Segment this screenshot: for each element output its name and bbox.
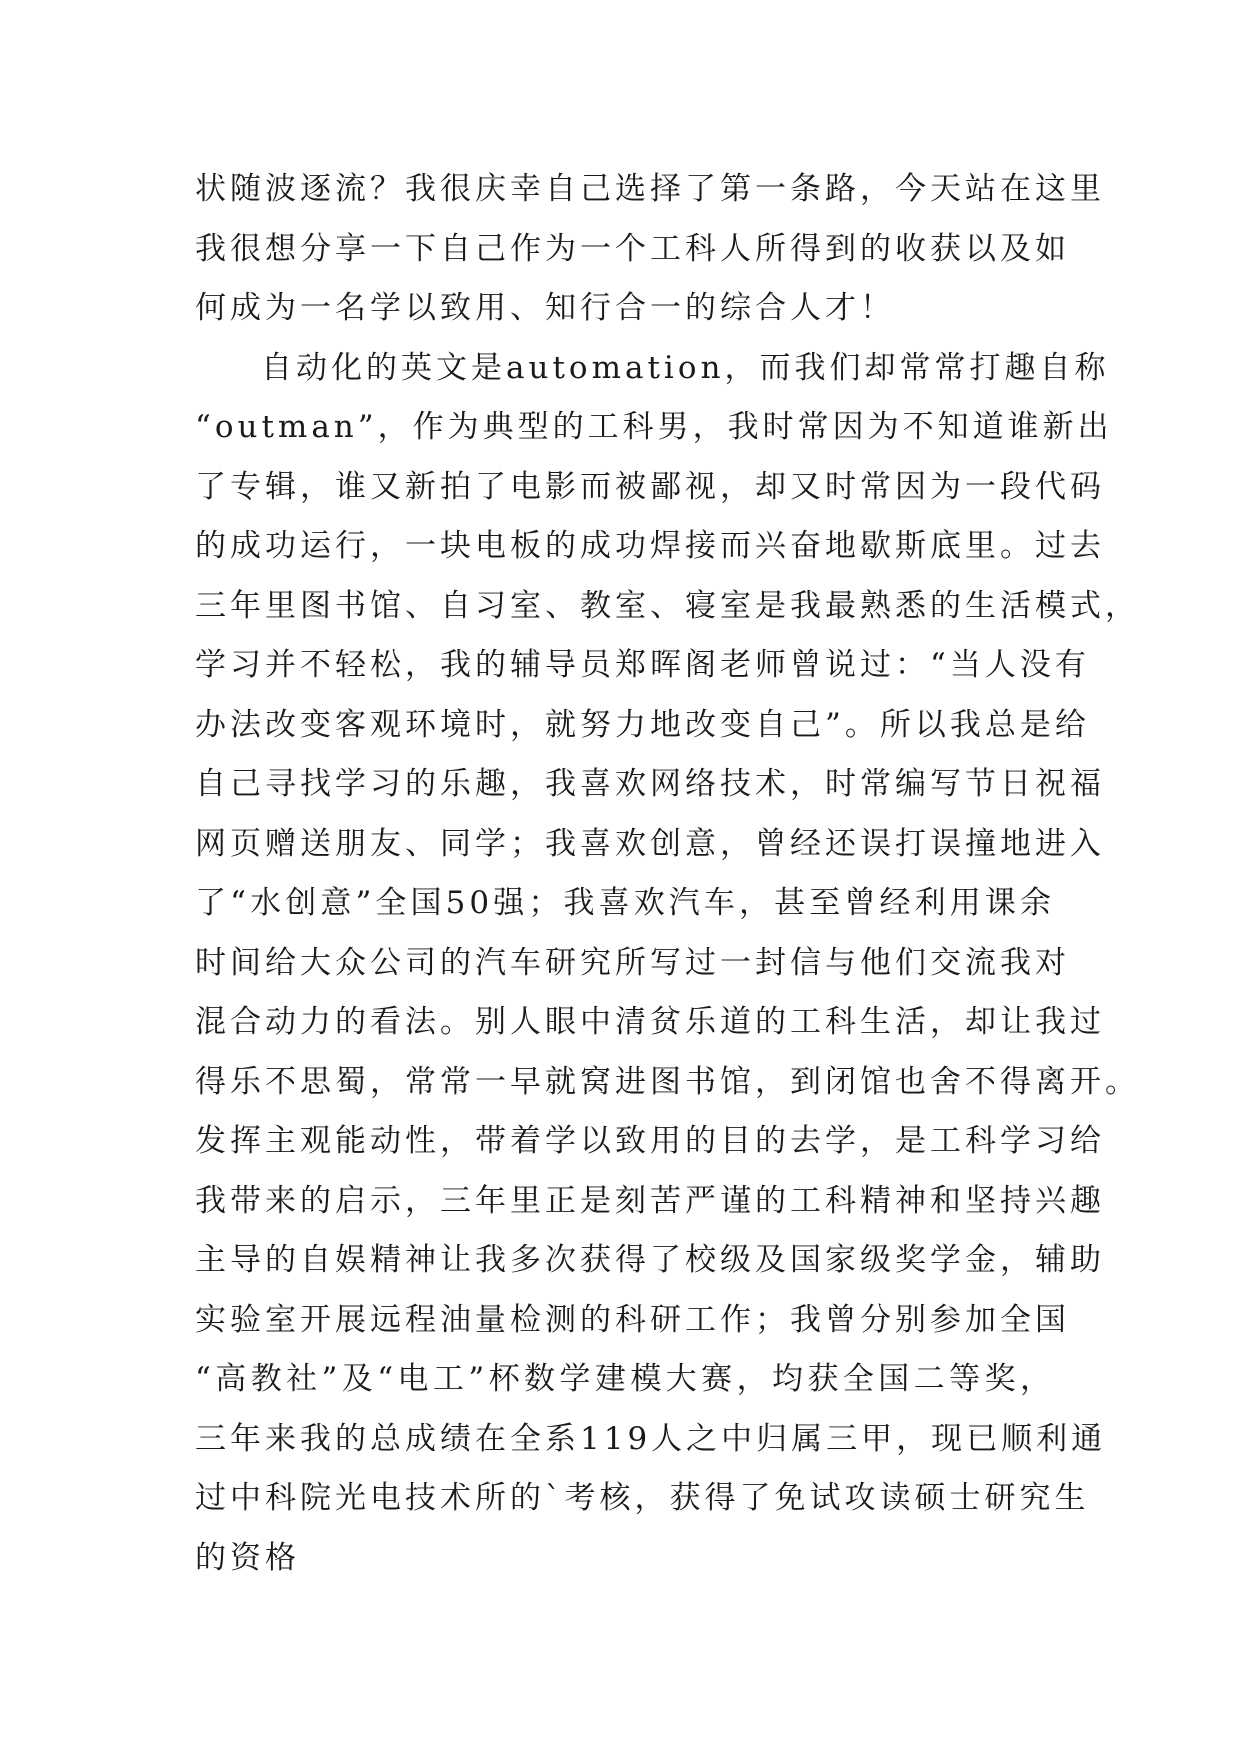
paragraph-start-line: 自动化的英文是automation，而我们却常常打趣自称 xyxy=(261,349,1110,386)
text-line: 三年来我的总成绩在全系119人之中归属三甲，现已顺利通 xyxy=(195,1420,1107,1457)
text-line: 三年里图书馆、自习室、教室、寝室是我最熟悉的生活模式， xyxy=(195,587,1140,624)
text-line: 了专辑，谁又新拍了电影而被鄙视，却又时常因为一段代码 xyxy=(195,468,1105,505)
text-line: “outman”，作为典型的工科男，我时常因为不知道谁新出 xyxy=(195,409,1113,445)
text-line: 时间给大众公司的汽车研究所写过一封信与他们交流我对 xyxy=(195,944,1070,981)
text-line: 状随波逐流？我很庆幸自己选择了第一条路，今天站在这里 xyxy=(195,171,1105,207)
text-line: “高教社”及“电工”杯数学建模大赛，均获全国二等奖， xyxy=(195,1361,1055,1397)
text-line: 发挥主观能动性，带着学以致用的目的去学，是工科学习给 xyxy=(195,1123,1105,1159)
text-line: 混合动力的看法。别人眼中清贫乐道的工科生活，却让我过 xyxy=(195,1004,1105,1040)
text-line: 了“水创意”全国50强；我喜欢汽车，甚至曾经利用课余 xyxy=(195,885,1055,921)
text-line: 得乐不思蜀，常常一早就窝进图书馆，到闭馆也舍不得离开。 xyxy=(195,1063,1140,1100)
text-line: 自己寻找学习的乐趣，我喜欢网络技术，时常编写节日祝福 xyxy=(195,766,1105,802)
text-line: 我很想分享一下自己作为一个工科人所得到的收获以及如 xyxy=(195,230,1070,267)
text-line: 何成为一名学以致用、知行合一的综合人才！ xyxy=(195,290,895,326)
text-line: 的资格 xyxy=(195,1539,300,1576)
text-line: 实验室开展远程油量检测的科研工作；我曾分别参加全国 xyxy=(195,1301,1070,1338)
body-text xyxy=(195,160,1140,1588)
text-line: 网页赠送朋友、同学；我喜欢创意，曾经还误打误撞地进入 xyxy=(195,825,1105,862)
text-line: 我带来的启示，三年里正是刻苦严谨的工科精神和坚持兴趣 xyxy=(195,1182,1105,1219)
text-line: 办法改变客观环境时，就努力地改变自己”。所以我总是给 xyxy=(195,706,1090,743)
text-line: 学习并不轻松，我的辅导员郑晖阁老师曾说过：“当人没有 xyxy=(195,647,1090,683)
text-line: 的成功运行，一块电板的成功焊接而兴奋地歇斯底里。过去 xyxy=(195,528,1105,564)
text-line: 主导的自娱精神让我多次获得了校级及国家级奖学金，辅助 xyxy=(195,1242,1105,1278)
text-line: 过中科院光电技术所的`考核，获得了免试攻读硕士研究生 xyxy=(195,1480,1090,1516)
